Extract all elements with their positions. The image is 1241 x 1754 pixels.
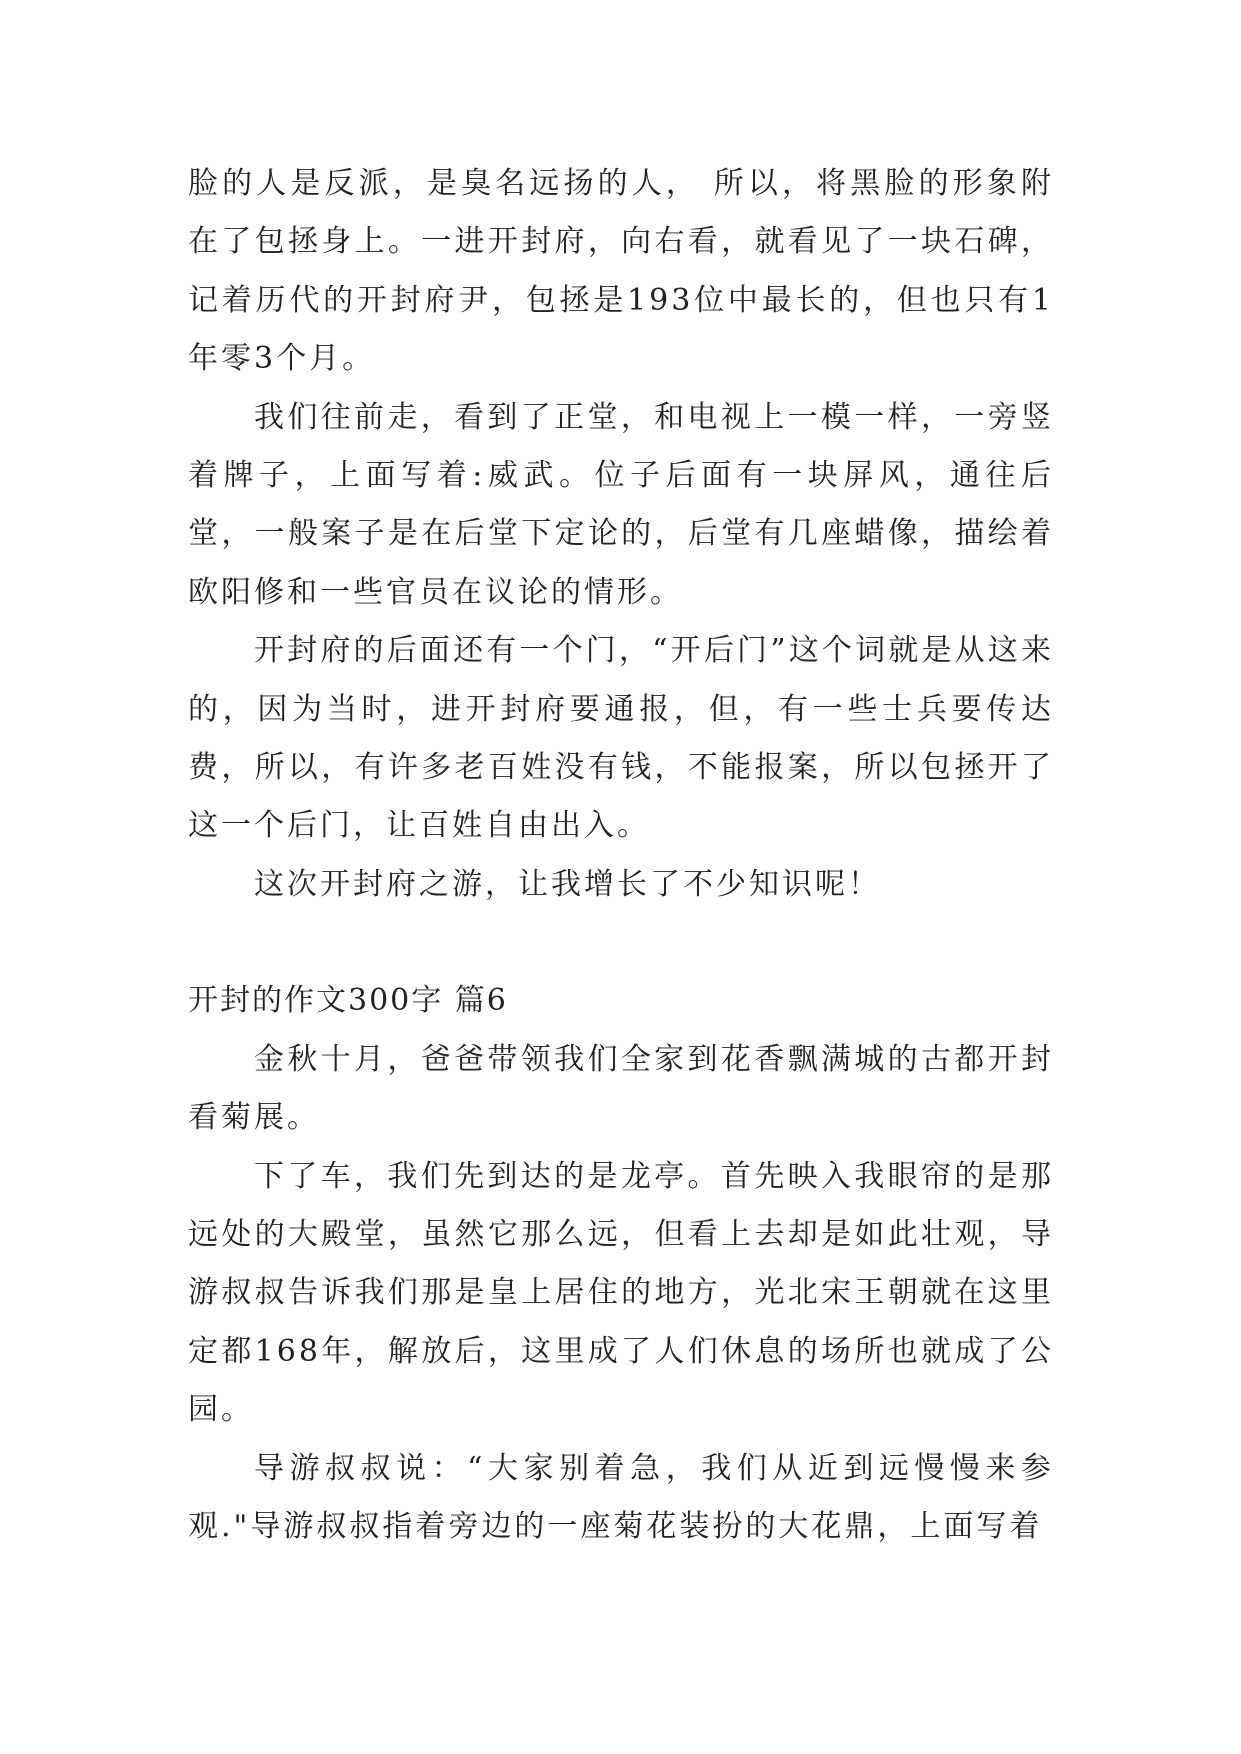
paragraph-dragon-pavilion: 下了车，我们先到达的是龙亭。首先映入我眼帘的是那远处的大殿堂，虽然它那么远，但看上去却是如此壮观，导游叔叔告诉我们那是皇上居住的地方，光北宋王朝就在这里定都168年，解放后，这里成了人们休息的场所也就成了公园。 bbox=[188, 1158, 1054, 1428]
paragraph-tour-guide: 导游叔叔说：“大家别着急，我们从近到远慢慢来参观."导游叔叔指着旁边的一座菊花装扮的大花鼎，上面写着 bbox=[188, 1450, 1054, 1544]
paragraph-golden-autumn: 金秋十月，爸爸带领我们全家到花香飘满城的古都开封看菊展。 bbox=[188, 1041, 1054, 1136]
document-body bbox=[188, 155, 1054, 1556]
section-title: 开封的作文300字 篇6 bbox=[188, 983, 508, 1019]
paragraph-back-door: 开封府的后面还有一个门，“开后门”这个词就是从这来的，因为当时，进开封府要通报，但，有一些士兵要传达费，所以，有许多老百姓没有钱，不能报案，所以包拯开了这一个后门，让百姓自由出入。 bbox=[188, 633, 1054, 844]
paragraph-main-hall: 我们往前走，看到了正堂，和电视上一模一样，一旁竖着牌子，上面写着:威武。位子后面有一块屏风，通往后堂，一般案子是在后堂下定论的，后堂有几座蜡像，描绘着欧阳修和一些官员在议论的情形。 bbox=[188, 399, 1054, 610]
paragraph-conclusion: 这次开封府之游，让我增长了不少知识呢！ bbox=[254, 866, 881, 902]
paragraph-kaifeng-black-face: 脸的人是反派，是臭名远扬的人， 所以，将黑脸的形象附在了包拯身上。一进开封府，向右看，就看见了一块石碑，记着历代的开封府尹，包拯是193位中最长的，但也只有1年零3个月。 bbox=[188, 166, 1054, 377]
